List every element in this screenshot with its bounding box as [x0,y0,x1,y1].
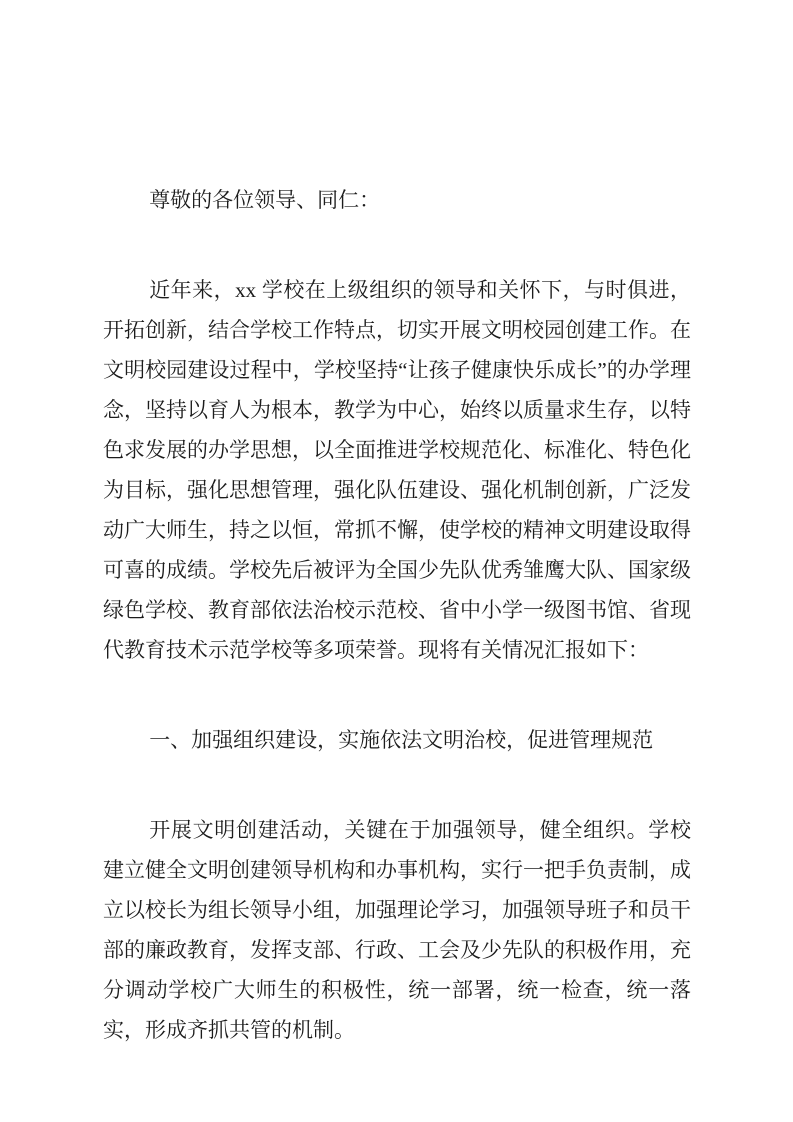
document-body [103,180,691,1050]
section-heading: 一、加强组织建设，实施依法文明治校，促进管理规范 [149,728,654,752]
intro-paragraph: 近年来，xx 学校在上级组织的领导和关怀下，与时俱进，开拓创新，结合学校工作特点，切实开展文明校园创建工作。在文明校园建设过程中，学校坚持“让孩子健康快乐成长”的办学理念，坚持以育人为根本，教学为中心，始终以质量求生存，以特色求发展的办学思想，以全面推进学校规范化、标准化、特色化为目标，强化思想管理，强化队伍建设、强化机制创新，广泛发动广大师生，持之以恒，常抓不懈，使学校的精神文明建设取得可喜的成绩。学校先后被评为全国少先队优秀雏鹰大队、国家级绿色学校、教育部依法治校示范校、省中小学一级图书馆、省现代教育技术示范学校等多项荣誉。现将有关情况汇报如下： [103,278,691,662]
salutation-line: 尊敬的各位领导、同仁： [149,188,381,212]
organization-paragraph: 开展文明创建活动，关键在于加强领导，健全组织。学校建立健全文明创建领导机构和办事机构，实行一把手负责制，成立以校长为组长领导小组，加强理论学习，加强领导班子和员干部的廉政教育，发挥支部、行政、工会及少先队的积极作用，充分调动学校广大师生的积极性，统一部署，统一检查，统一落实，形成齐抓共管的机制。 [103,818,691,1042]
